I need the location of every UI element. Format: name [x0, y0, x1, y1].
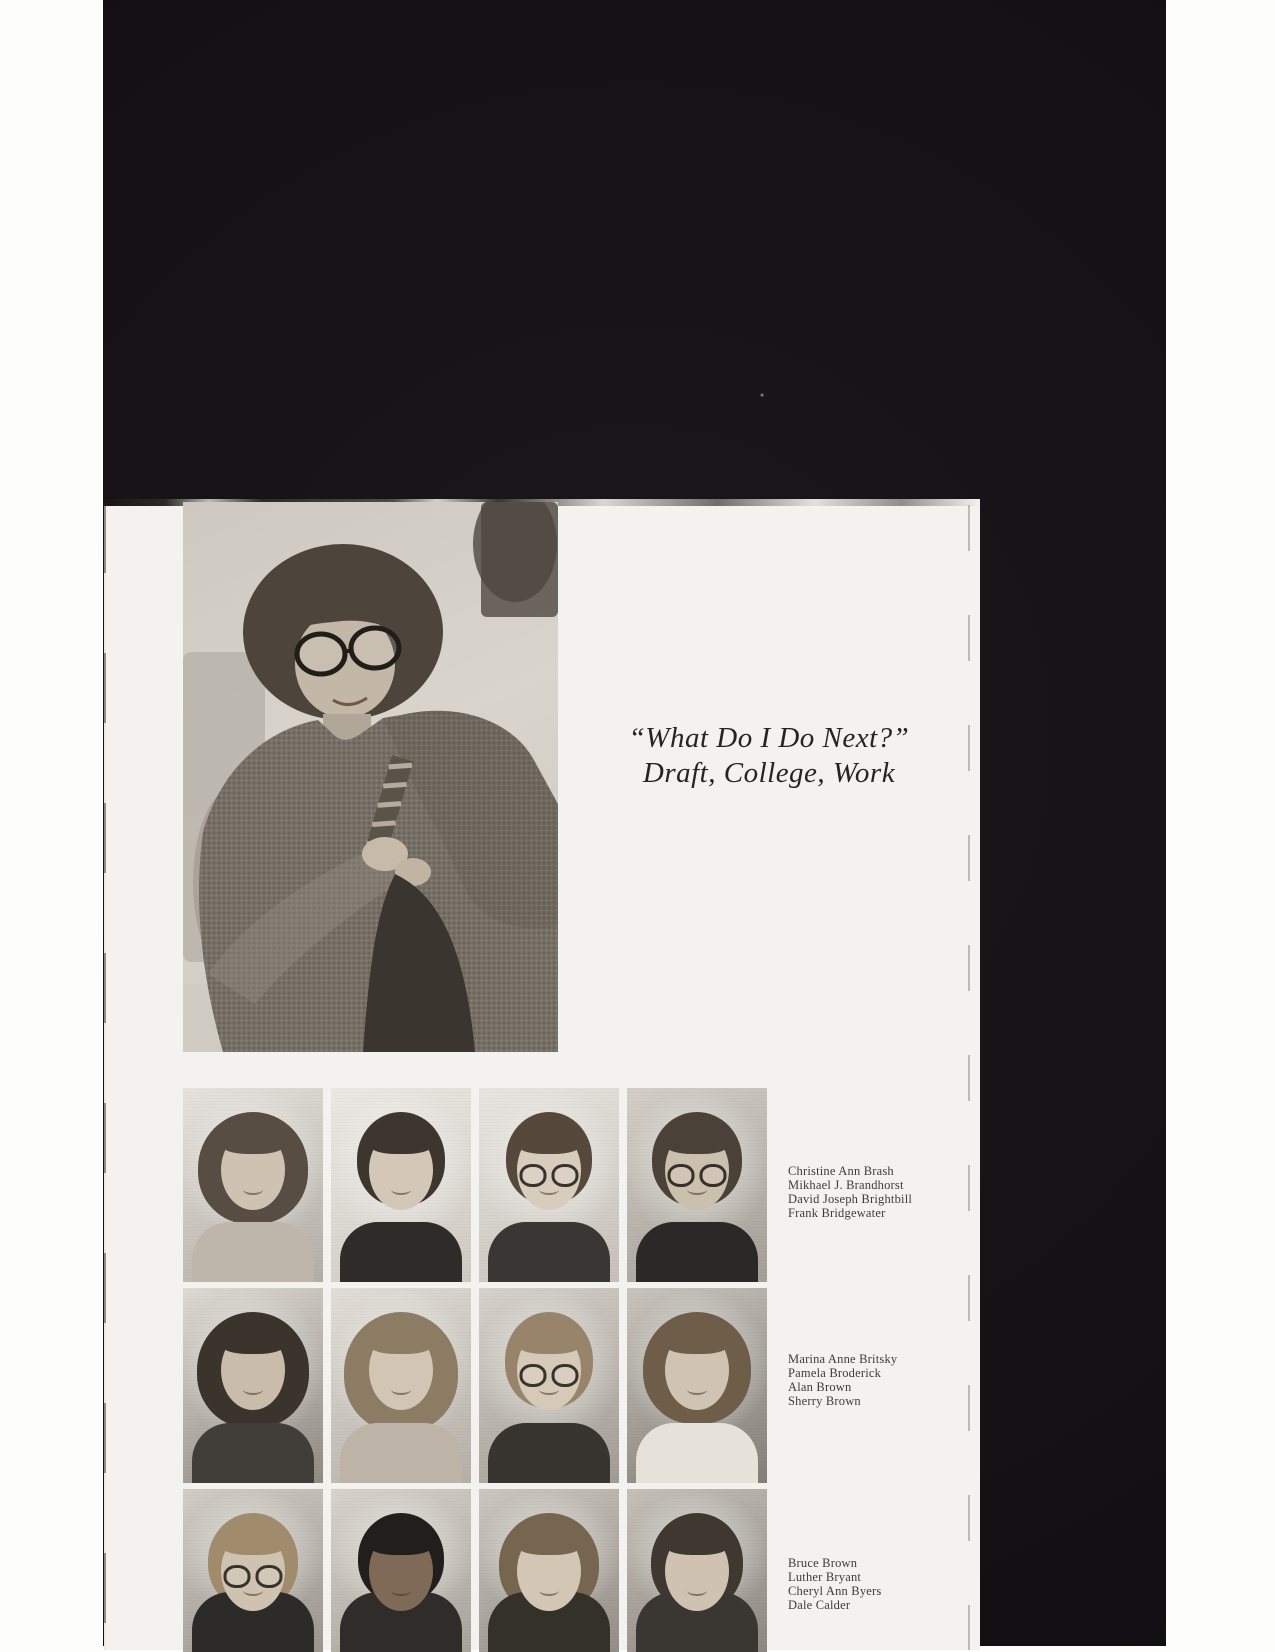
fringe [222, 1529, 283, 1555]
torso [340, 1423, 462, 1483]
name-line: Cheryl Ann Byers [788, 1584, 882, 1598]
glasses [520, 1364, 579, 1387]
fringe [666, 1328, 727, 1354]
fringe [518, 1529, 579, 1555]
torso [192, 1423, 314, 1483]
smile [391, 1384, 411, 1395]
portrait-photo-1 [183, 1088, 323, 1282]
fringe [222, 1128, 283, 1154]
smile [539, 1384, 559, 1395]
torso [192, 1222, 314, 1282]
page-title [574, 721, 964, 791]
portrait-photo-7 [479, 1288, 619, 1483]
glasses [224, 1565, 283, 1588]
portrait-photo-3 [479, 1088, 619, 1282]
name-list-row-1 [788, 1164, 998, 1220]
fringe [666, 1529, 727, 1555]
portrait-photo-4 [627, 1088, 767, 1282]
name-line: Sherry Brown [788, 1394, 861, 1408]
hero-photo-student-with-glasses [183, 502, 558, 1052]
portrait-photo-10 [331, 1489, 471, 1652]
glasses [668, 1164, 727, 1187]
name-line: Mikhael J. Brandhorst [788, 1178, 904, 1192]
portrait-photo-5 [183, 1288, 323, 1483]
torso [340, 1222, 462, 1282]
face [665, 1531, 729, 1611]
smile [539, 1184, 559, 1195]
name-line: Marina Anne Britsky [788, 1352, 898, 1366]
face [517, 1130, 581, 1210]
name-line: Christine Ann Brash [788, 1164, 894, 1178]
smile [687, 1184, 707, 1195]
fringe [666, 1128, 727, 1154]
fringe [222, 1328, 283, 1354]
fringe [370, 1328, 431, 1354]
fringe [518, 1128, 579, 1154]
name-line: David Joseph Brightbill [788, 1192, 913, 1206]
smile [243, 1384, 263, 1395]
face [369, 1330, 433, 1410]
hero-photo-illustration [183, 502, 558, 1052]
smile [243, 1585, 263, 1596]
face [665, 1130, 729, 1210]
smile [539, 1585, 559, 1596]
fringe [370, 1128, 431, 1154]
portrait-photo-12 [627, 1489, 767, 1652]
torso [488, 1423, 610, 1483]
smile [687, 1384, 707, 1395]
fringe [370, 1529, 431, 1555]
smile [687, 1585, 707, 1596]
face [517, 1330, 581, 1410]
portrait-grid [183, 1088, 767, 1650]
page-title-line-1: “What Do I Do Next?” [628, 722, 910, 754]
name-line: Pamela Broderick [788, 1366, 882, 1380]
face [517, 1531, 581, 1611]
face [369, 1531, 433, 1611]
face [221, 1130, 285, 1210]
portrait-photo-11 [479, 1489, 619, 1652]
smile [243, 1184, 263, 1195]
name-line: Bruce Brown [788, 1556, 858, 1570]
name-line: Luther Bryant [788, 1570, 862, 1584]
name-list-row-2 [788, 1352, 998, 1408]
portrait-photo-2 [331, 1088, 471, 1282]
page-left-edge [104, 503, 106, 1650]
portrait-photo-9 [183, 1489, 323, 1652]
yearbook-page [104, 499, 980, 1650]
smile [391, 1184, 411, 1195]
name-list-row-3 [788, 1556, 998, 1612]
torso [488, 1222, 610, 1282]
face [221, 1330, 285, 1410]
fringe [518, 1328, 579, 1354]
face [665, 1330, 729, 1410]
name-line: Dale Calder [788, 1598, 851, 1612]
glasses [520, 1164, 579, 1187]
torso [636, 1423, 758, 1483]
name-line: Frank Bridgewater [788, 1206, 886, 1220]
face [221, 1531, 285, 1611]
smile [391, 1585, 411, 1596]
torso [636, 1222, 758, 1282]
portrait-photo-6 [331, 1288, 471, 1483]
page-title-line-2: Draft, College, Work [642, 757, 896, 789]
portrait-photo-8 [627, 1288, 767, 1483]
face [369, 1130, 433, 1210]
name-line: Alan Brown [788, 1380, 852, 1394]
